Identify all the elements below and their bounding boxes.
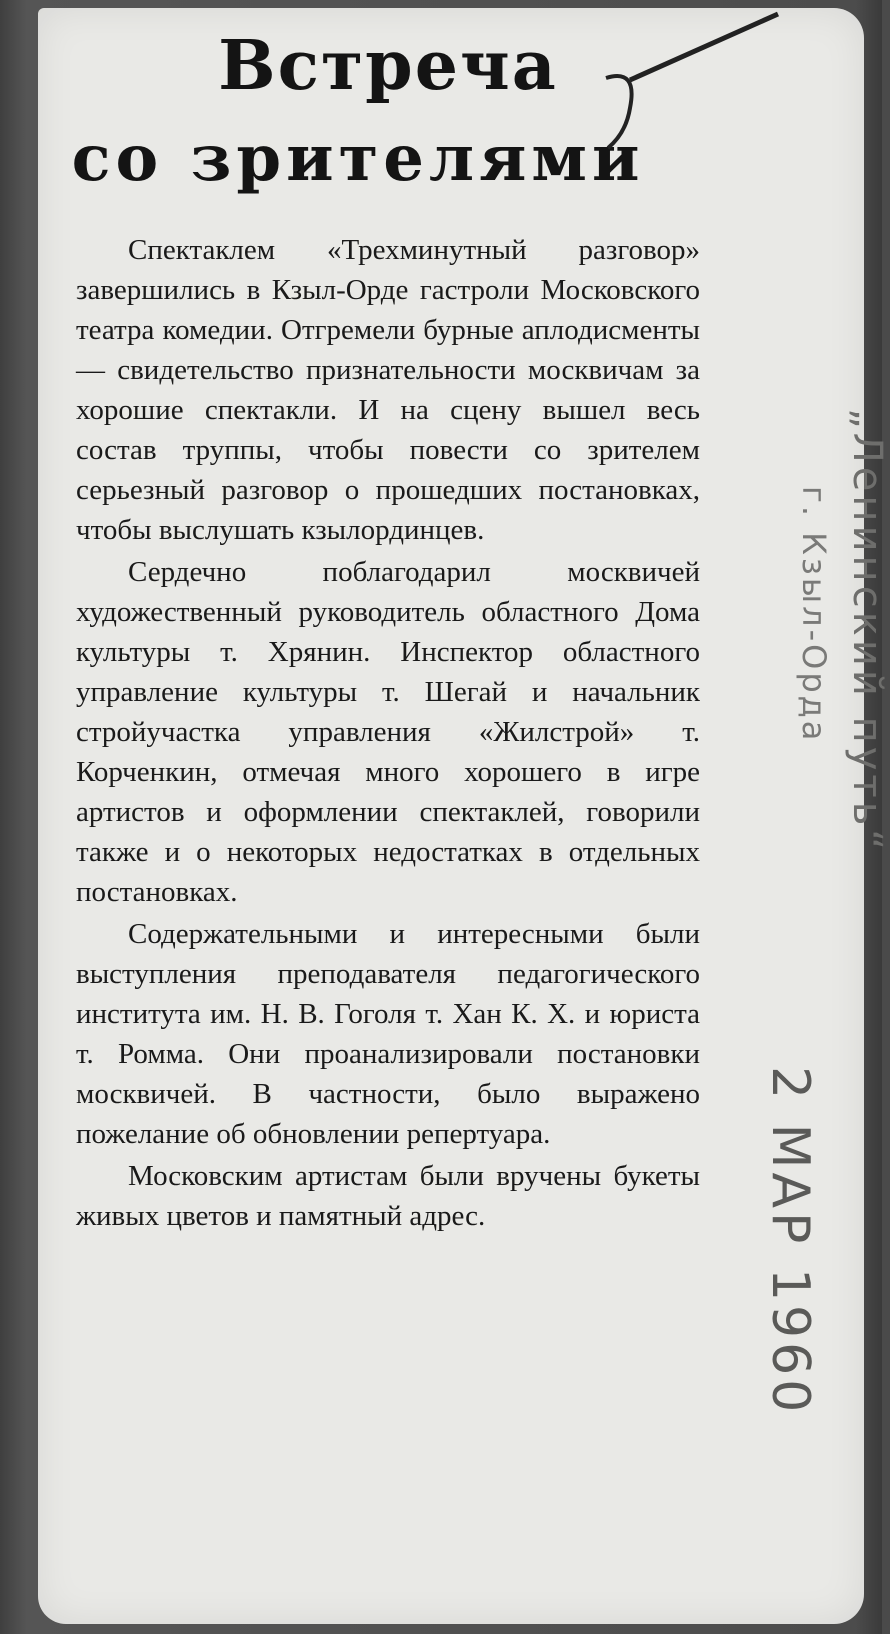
stamp-date: 2 МАР 1960	[760, 1066, 820, 1417]
headline-line-1: Встреча	[218, 26, 558, 106]
article-paragraph: Сердечно поблагодарил москвичей художественный руководитель областного Дома культуры т. Хрянин. Инспектор областного управление культуры т. Шегай и начальник стройучастка управления «Жилстрой» т. Корченкин, отмечая много хорошего в игре артистов и оформлении спектаклей, говорили также и о некоторых недостатках в отдельных постановках.	[76, 556, 700, 908]
article-paragraph: Спектаклем «Трехминутный разговор» завершились в Кзыл-Орде гастроли Московского театра комедии. Отгремели бурные аплодисменты — свидетельство признательности москвичам за хорошие спектакли. И на сцену вышел весь состав труппы, чтобы повести со зрителем серьезный разговор о прошедших постановках, чтобы выслушать кзылординцев.	[76, 234, 700, 546]
pen-mark	[598, 8, 798, 158]
stamp-city: г. Кзыл-Орда	[795, 486, 833, 744]
stamp-newspaper-name: „Ленинский путь“	[844, 408, 890, 854]
article-paragraph: Содержательными и интересными были выступления преподавателя педагогического института им. Н. В. Гоголя т. Хан К. Х. и юриста т. Ромма. Они проанализировали постановки москвичей. В частности, было выражено пожелание об обновлении репертуара.	[76, 918, 700, 1150]
article-paragraph: Московским артистам были вручены букеты живых цветов и памятный адрес.	[76, 1160, 700, 1232]
headline-line-2: со зрителями	[71, 121, 645, 196]
article-body	[76, 230, 700, 1238]
newspaper-clipping	[38, 8, 890, 1624]
